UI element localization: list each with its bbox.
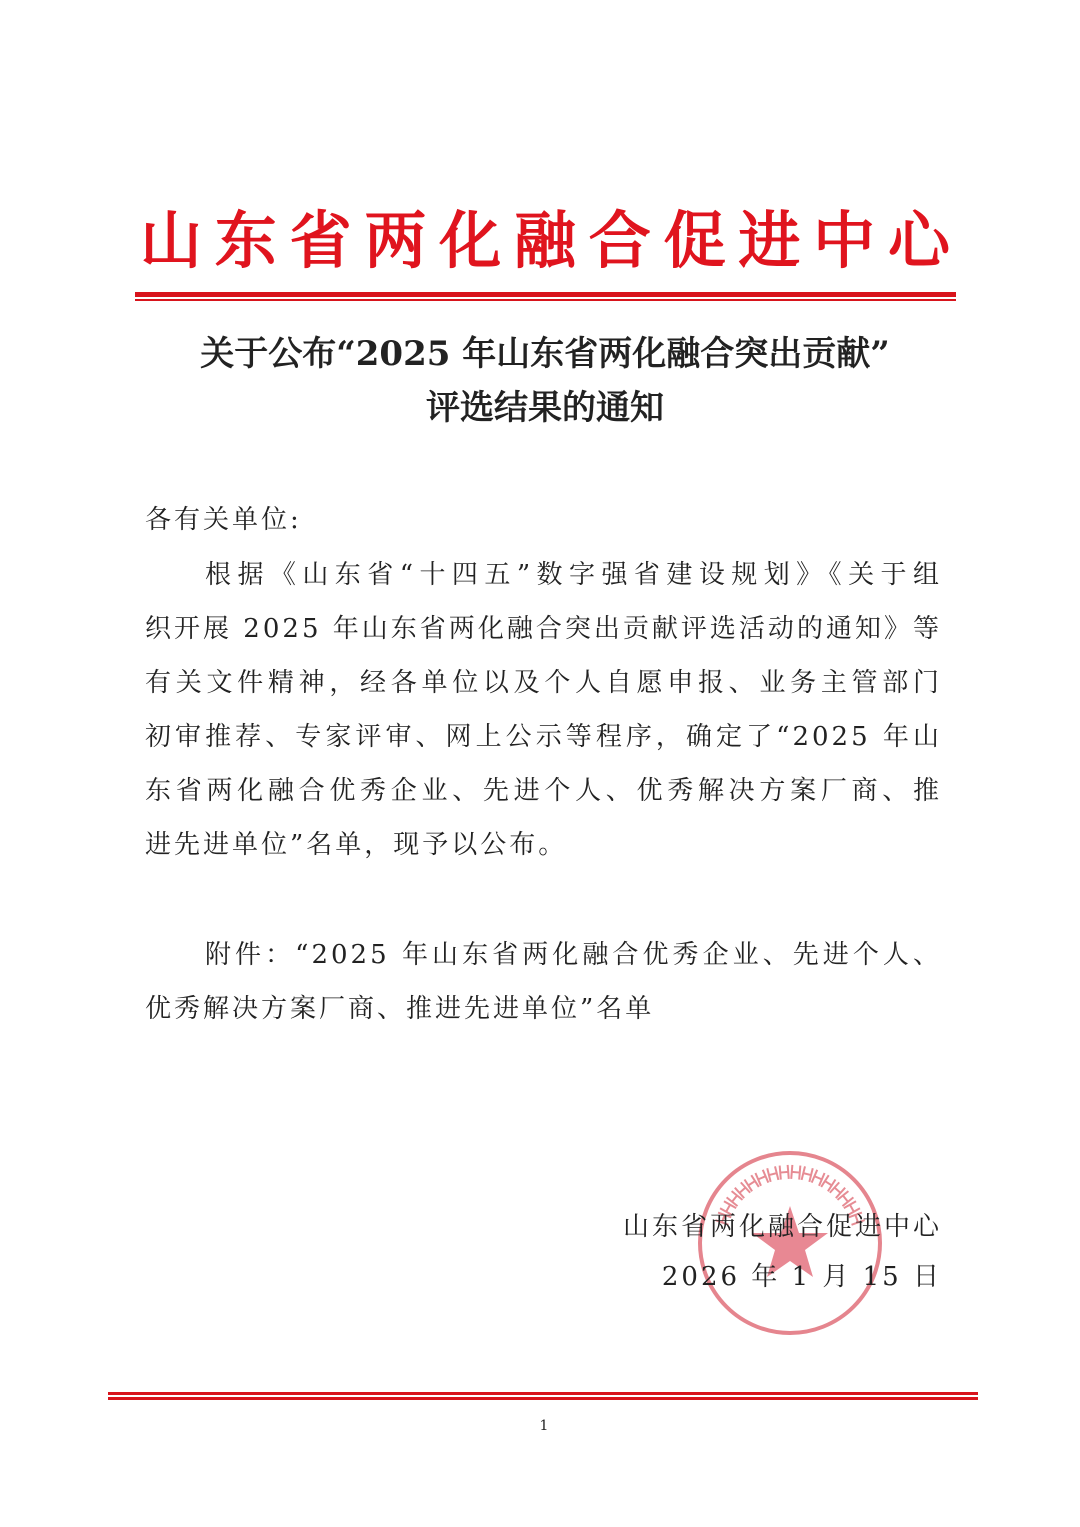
notice-title-line-1: 关于公布“2025 年山东省两化融合突出贡献”: [200, 334, 890, 374]
seal-glyph-mark: [780, 1165, 789, 1180]
letterhead-char: 省: [289, 203, 352, 277]
letterhead-char: 心: [887, 203, 950, 277]
body-line: 初审推荐、专家评审、网上公示等程序，确定了“2025 年山: [145, 722, 942, 752]
body-line: 有关文件精神，经各单位以及个人自愿申报、业务主管部门: [145, 668, 942, 698]
header-rule-thick: [135, 292, 956, 297]
salutation: 各有关单位:: [145, 505, 302, 535]
letterhead-char: 两: [364, 203, 427, 277]
signature-date: 2026 年 1 月 15 日: [661, 1262, 942, 1292]
letterhead-char: 进: [738, 203, 801, 277]
body-line: 进先进单位”名单，现予以公布。: [145, 830, 568, 860]
signature-org: 山东省两化融合促进中心: [622, 1212, 942, 1242]
page-number: 1: [539, 1418, 549, 1434]
letterhead-org-name: [140, 190, 950, 280]
letterhead-char: 中: [813, 203, 876, 277]
body-line: 东省两化融合优秀企业、先进个人、优秀解决方案厂商、推: [145, 776, 942, 806]
body-line: 织开展 2025 年山东省两化融合突出贡献评选活动的通知》等: [145, 614, 942, 644]
letterhead-char: 促: [663, 203, 726, 277]
body-line: 根据《山东省“十四五”数字强省建设规划》《关于组: [205, 560, 942, 590]
footer-rule-thin: [108, 1397, 978, 1400]
letterhead-char: 山: [140, 203, 203, 277]
notice-title-line-2: 评选结果的通知: [426, 388, 664, 428]
header-rule-thin: [135, 299, 956, 301]
seal-glyph-mark: [802, 1166, 813, 1182]
attachment-line: 附件：“2025 年山东省两化融合优秀企业、先进个人、: [205, 940, 942, 970]
attachment-line: 优秀解决方案厂商、推进先进单位”名单: [145, 994, 655, 1024]
seal-glyph-mark: [767, 1166, 778, 1182]
letterhead-char: 合: [588, 203, 651, 277]
letterhead-char: 融: [513, 203, 576, 277]
seal-glyph-mark: [791, 1165, 800, 1180]
letterhead-char: 东: [214, 203, 277, 277]
letterhead-char: 化: [439, 203, 502, 277]
footer-rule-thick: [108, 1392, 978, 1395]
